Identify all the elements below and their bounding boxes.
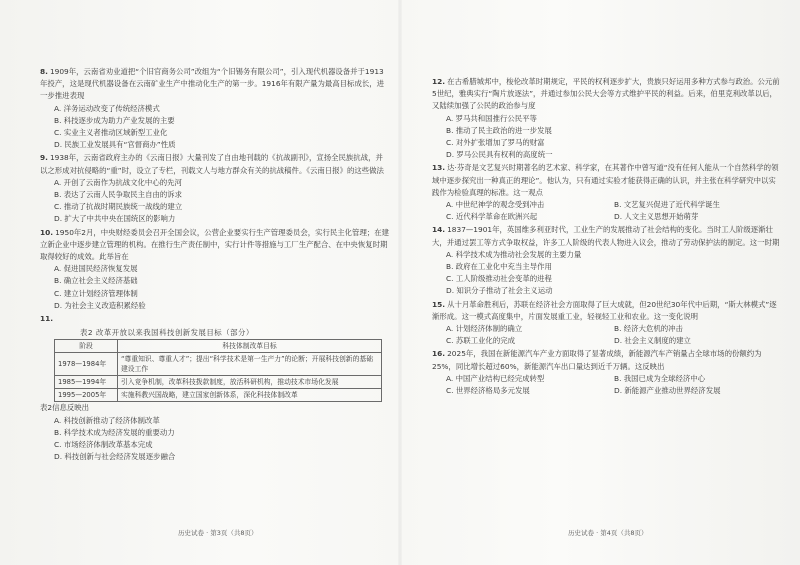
question-8-option-c: C. 实业主义者推动区域新型工业化 [54, 128, 168, 138]
table-cell-period: 1995—2005年 [55, 389, 118, 402]
question-11-option-c: C. 市场经济体制改革基本完成 [54, 440, 153, 450]
question-16-option-a: A. 中国产业结构已经完成转型 [446, 373, 545, 383]
question-8-option-a: A. 洋务运动改变了传统经济模式 [54, 103, 160, 113]
question-16-option-c: C. 世界经济格局多元发展 [446, 386, 530, 396]
question-13 [432, 162, 782, 223]
question-11-option-b: B. 科学技术成为经济发展的重要动力 [54, 427, 175, 437]
question-8-option-b: B. 科技逐步成为助力产业发展的主要 [54, 115, 175, 125]
question-16-stem: 16. 2025年，我国在新能源汽车产业方面取得了显著成绩，新能源汽车产销量占全球市场的份额约为25%，同比增长超过60%，新能源汽车出口量达到近千万辆。这反映出 [432, 349, 762, 371]
question-15-option-a: A. 计划经济体制的确立 [446, 324, 523, 334]
page-fold [398, 0, 402, 565]
table-cell-period: 1978—1984年 [55, 353, 118, 376]
question-13-option-a: A. 中世纪神学的观念受到冲击 [446, 200, 545, 210]
table-row [55, 376, 382, 389]
question-16 [432, 348, 782, 397]
question-12-option-d: D. 罗马公民具有权利的高度统一 [446, 150, 553, 160]
question-9 [40, 152, 390, 225]
question-14-option-b: B. 政府在工业化中充当主导作用 [446, 262, 552, 272]
table-header-goal: 科技体制改革目标 [118, 340, 382, 353]
table-cell-goal: “尊重知识、尊重人才”；提出“科学技术是第一生产力”的论断；开展科技创新的基础建设工作 [118, 353, 382, 376]
question-15-options-row [432, 335, 782, 347]
question-14-option-c: C. 工人阶级推动社会变革的进程 [446, 274, 552, 284]
right-page-footer: 历史试卷 · 第4页（共8页） [568, 529, 648, 537]
question-16-option-b: B. 我国已成为全球经济中心 [614, 373, 706, 383]
question-9-stem: 9. 1938年，云南省政府主办的《云南日报》大量刊发了自由地刊载的《抗战副刊》，宣扬全民族抗战，并以之形成对抗侵略的“重”时，设立了专栏，刊载文人与地方群众有关的抗战稿件。《云南日报》的这些做法 [40, 153, 384, 175]
question-15-option-c: C. 苏联工业化的完成 [446, 336, 515, 346]
table-2 [54, 339, 382, 402]
question-11-option-a: A. 科技创新推动了经济体制改革 [54, 415, 160, 425]
question-15-stem: 15. 从十月革命胜利后，苏联在经济社会方面取得了巨大成就，但20世纪30年代中后期，“斯大林模式”逐渐形成。这一模式高度集中，片面发展重工业，轻视轻工业和农业。这一变化说明 [432, 299, 777, 321]
right-page [432, 76, 782, 398]
question-10-option-d: D. 为社会主义改造积累经验 [54, 300, 146, 310]
table-2-title: 表2 改革开放以来我国科技创新发展目标（部分） [80, 328, 254, 338]
table-row [55, 389, 382, 402]
question-9-option-b: B. 表达了云南人民争取民主自由的诉求 [54, 190, 183, 200]
question-8-option-d: D. 民族工业发展具有“官督商办”性质 [54, 140, 176, 150]
question-15-option-d: D. 社会主义制度的建立 [614, 336, 691, 346]
question-16-options-row [432, 373, 782, 385]
question-11-stem: 表2信息反映出 [40, 403, 90, 413]
question-12-option-c: C. 对外扩张增加了罗马的财富 [446, 138, 545, 148]
question-8 [40, 66, 390, 151]
table-cell-period: 1985—1994年 [55, 376, 118, 389]
question-14 [432, 224, 782, 297]
question-10-option-c: C. 建立计划经济管理体制 [54, 288, 138, 298]
table-row [55, 353, 382, 376]
question-12-option-b: B. 推动了民主政治的进一步发展 [446, 125, 552, 135]
question-11-option-d: D. 科技创新与社会经济发展逐步融合 [54, 452, 176, 462]
question-12-stem: 12. 在古希腊城邦中，梭伦改革时期规定，平民的权利逐步扩大，贵族只好运用多种方式参与政治。公元前5世纪，雅典实行“陶片放逐法”，并通过参加公民大会等方式维护平民的利益。后来，伯里克利改革以后，又陆续加强了公民的政治参与度 [432, 77, 780, 111]
table-header-period: 阶段 [55, 340, 118, 353]
question-10 [40, 227, 390, 312]
table-cell-goal: 实施科教兴国战略，建立国家创新体系，深化科技体制改革 [118, 389, 382, 402]
question-13-option-b: B. 文艺复兴促进了近代科学诞生 [614, 200, 720, 210]
question-12 [432, 76, 782, 161]
question-9-option-a: A. 开创了云南作为抗战文化中心的先河 [54, 177, 182, 187]
question-9-option-c: C. 推动了抗战时期民族统一战线的建立 [54, 202, 183, 212]
left-page [40, 66, 390, 464]
question-11 [40, 313, 390, 463]
left-page-footer: 历史试卷 · 第3页（共8页） [178, 529, 258, 537]
question-13-options-row [432, 199, 782, 211]
question-16-options-row [432, 385, 782, 397]
question-13-stem: 13. 达·芬奇是文艺复兴时期著名的艺术家、科学家，在其著作中曾写道“没有任何人能从一个自然科学的领域中逐步探究出一种真正的理论”。他认为，只有通过实验才能获得正确的认识，并主张在科学研究中以实践作为检验真理的标准。这一观点 [432, 163, 779, 197]
table-cell-goal: 引入竞争机制，改革科技拨款制度，放活科研机构，推动技术市场化发展 [118, 376, 382, 389]
question-15-option-b: B. 经济大危机的冲击 [614, 324, 683, 334]
question-12-option-a: A. 罗马共和国推行公民平等 [446, 113, 537, 123]
question-14-stem: 14. 1837—1901年，英国维多利亚时代，工业生产的发展推动了社会结构的变化。当时工人阶级逐渐壮大，并通过罢工等方式争取权益，许多工人阶级的代表人物进入议会，推动了劳动保护法的制定。这一时期 [432, 225, 780, 247]
question-16-option-d: D. 新能源产业推动世界经济发展 [614, 386, 721, 396]
table-header-row [55, 340, 382, 353]
question-10-stem: 10. 1950年2月，中央财经委员会召开全国会议，公营企业要实行生产管理委员会，实行民主化管理；在建立新企业中逐步建立管理的机构。在推行生产责任制中，实行计件等措施与工厂生产配合、在中央恢复时期取得较好的成效。此举旨在 [40, 227, 390, 262]
question-14-option-a: A. 科学技术成为推动社会发展的主要力量 [446, 249, 582, 259]
question-13-option-d: D. 人文主义思想开始萌芽 [614, 212, 699, 222]
question-15-options-row [432, 323, 782, 335]
question-13-options-row [432, 211, 782, 223]
question-11-number: 11. [40, 314, 54, 324]
question-15 [432, 299, 782, 348]
question-13-option-c: C. 近代科学革命在欧洲兴起 [446, 212, 538, 222]
question-8-stem: 8. 1909年，云南省劝业道把“个旧官商务公司”改组为“个旧锡务有限公司”，引入现代机器设备并于1913年投产，这是现代机器设备在云南矿业生产中推动化生产的第一步。1916年有限产量为最高目标成长，进一步推进表现 [40, 67, 385, 101]
question-9-option-d: D. 扩大了中共中央在国统区的影响力 [54, 214, 176, 224]
question-10-option-b: B. 确立社会主义经济基础 [54, 276, 138, 286]
question-10-option-a: A. 促进国民经济恢复发展 [54, 264, 138, 274]
question-14-option-d: D. 知识分子推动了社会主义运动 [446, 286, 553, 296]
